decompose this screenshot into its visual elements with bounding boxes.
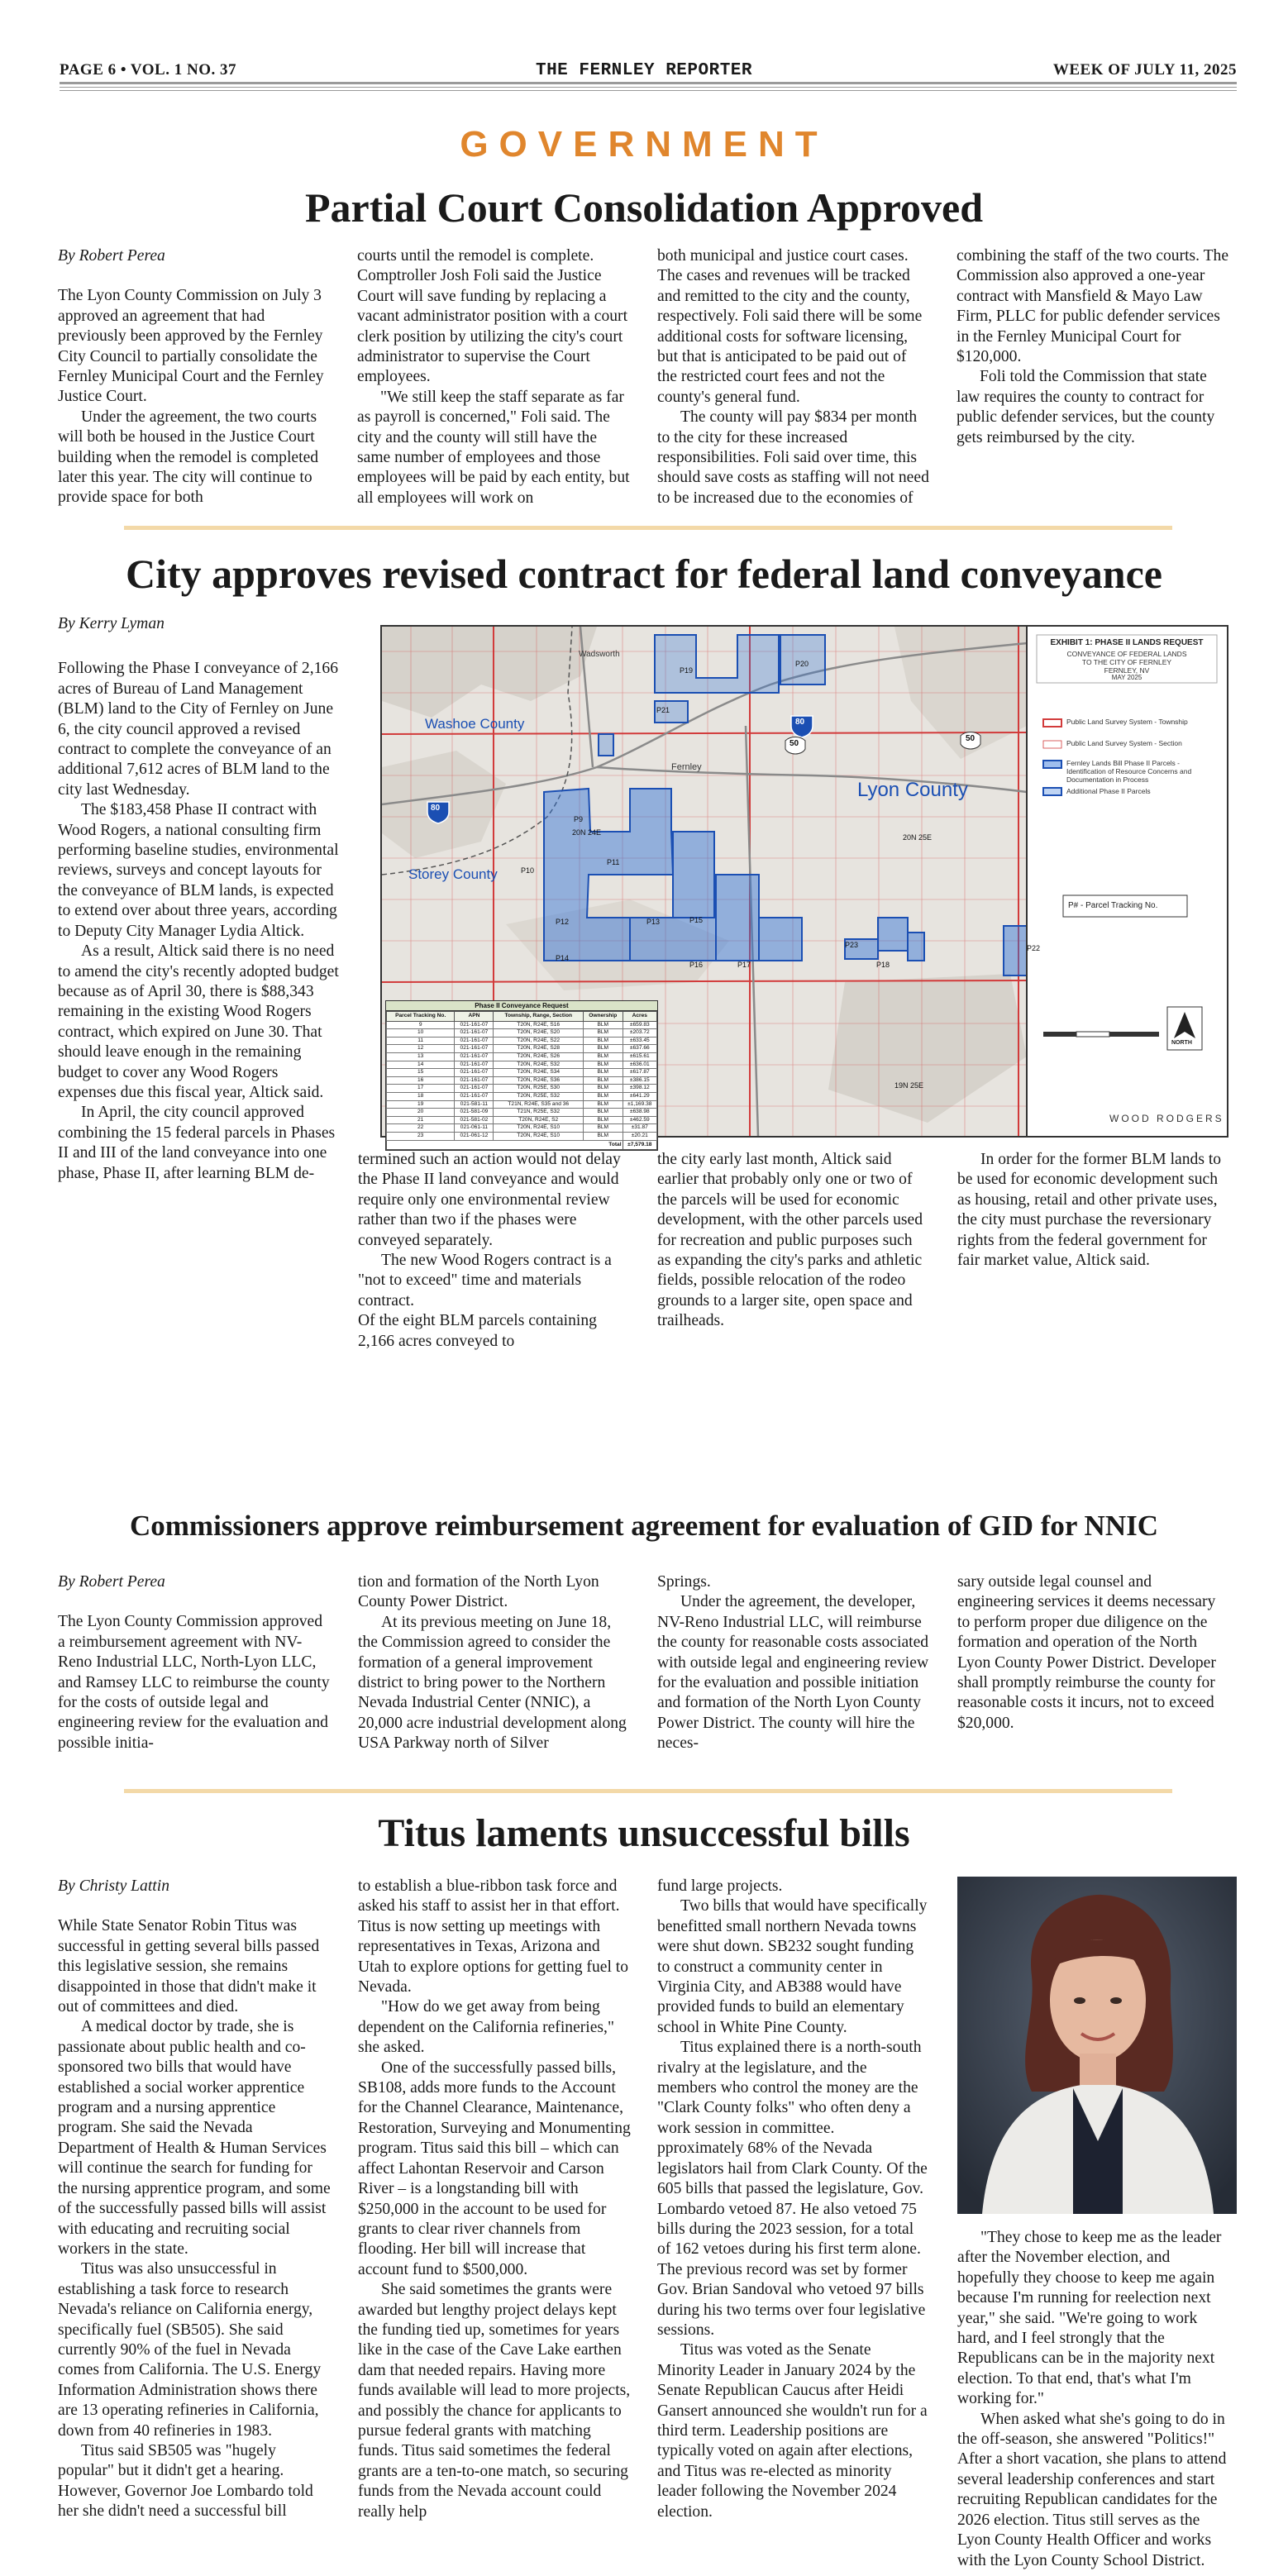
paragraph: At its previous meeting on June 18, the Commission agreed to consider the formation of a general improvement district to bring power to the Northern Nevada Industrial Center (NNIC), a 20,000 acre industrial development along USA Parkway north of Silver (358, 1613, 627, 1753)
article2-col4 (957, 1150, 1228, 1271)
table-cell: ±1,169.38 (623, 1100, 656, 1109)
table-cell: 021-581-11 (455, 1100, 494, 1109)
table-cell: 021-161-07 (455, 1085, 494, 1093)
paragraph: The $183,458 Phase II contract with Wood Rogers, a national consulting firm performing baseline studies, environmental reviews, surveys and concept layouts for the conveyance of BLM lands, is expected to extend over about three years, according to Deputy City Manager Lydia Altick. (58, 801, 339, 940)
paragraph: Of the eight BLM parcels containing 2,166 acres conveyed to (358, 1312, 597, 1350)
paragraph: tion and formation of the North Lyon County Power District. (358, 1573, 599, 1611)
legend-subtitle: FERNLEY, NV (1104, 666, 1150, 675)
table-cell: BLM (583, 1076, 623, 1085)
table-row (387, 1076, 657, 1085)
paragraph: As a result, Altick said there is no need to amend the city's recently adopted budget because as of April 30, there is $88,343 remaining in the existing Wood Rogers contract, which expired on June 30. That should leave enough in the remaining budget to cover any Wood Rogers expenses due this fiscal year, Altick said. (58, 942, 339, 1101)
paragraph: In order for the former BLM lands to be used for economic development such as housing, retail and other private uses, the city must purchase the reversionary rights from the federal government for fair market value, Altick said. (957, 1151, 1222, 1270)
map-label-washoe-county: Washoe County (425, 716, 525, 732)
column-header: Ownership (583, 1012, 623, 1022)
table-cell: 10 (387, 1029, 455, 1038)
article2-col1 (58, 614, 339, 1184)
table-cell: 021-061-11 (455, 1124, 494, 1133)
paragraph: She said sometimes the grants were awarded but lengthy project delays kept the funding tied up, sometimes for years like in the case of the Cave Lake earthen dam that needed repairs. Having more funds available will lead to more projects, and possibly the chance for applicants to pursue federal grants with matching funds. Titus said sometimes the federal grants are a ten-to-one match, so securing funds from the Nevada account could really help (358, 2281, 631, 2521)
table-cell: 14 (387, 1061, 455, 1069)
table-cell: 021-161-07 (455, 1092, 494, 1100)
township-label: 19N 25E (894, 1081, 924, 1090)
parcel-tag-p12: P12 (556, 918, 570, 926)
paragraph: A medical doctor by trade, she is passionate about public health and co-sponsored two bills that would have established a social worker apprentice program and a nursing apprentice program. She said the Nevada Department of Health & Human Services will continue the search for funding for the nursing apprentice program, and some of the successfully passed bills will assist with educating and recruiting social workers in the state. (58, 2018, 331, 2258)
paragraph: combining the staff of the two courts. The Commission also approved a one-year contract with Mansfield & Mayo Law Firm, PLLC for public defender services in the Fernley Municipal Court for $120,000. (956, 247, 1229, 366)
page-folio: PAGE 6 • VOL. 1 NO. 37 (60, 61, 236, 79)
table-cell: T20N, R24E, S26 (494, 1052, 584, 1061)
brand-logo: WOOD RODGERS (1109, 1113, 1224, 1124)
paragraph: the city early last month, Altick said earlier that probably only one or two of the parcels will be used for economic development, with the other parcels used for recreation and public purposes such as expanding the city's parks and athletic fields, possible relocation of the rodeo grounds to a larger site, open space and trailheads. (657, 1151, 923, 1330)
legend-title: EXHIBIT 1: PHASE II LANDS REQUEST (1050, 638, 1204, 647)
table-cell: BLM (583, 1132, 623, 1140)
table-row (387, 1037, 657, 1045)
paragraph: both municipal and justice court cases. The cases and revenues will be tracked and remitted to the city and the county, respectively. Foli said there will be some additional costs for software licensing, but that is anticipated to be paid out of the restricted court fees and not the county's general fund. (657, 247, 923, 406)
interstate-80-shield: 80 (795, 718, 805, 727)
map-label-storey-county: Storey County (408, 866, 498, 882)
paragraph: Titus explained there is a north-south rivalry at the legislature, and the members who control the money are the "Clark County folks" who often deny a work session in committee. (657, 2039, 922, 2137)
paragraph: One of the successfully passed bills, SB108, adds more funds to the Account for the Channel Clearance, Maintenance, Restoration, Surveying and Monumenting program. Titus said this bill – which can affect Lahontan Reservoir and Carson River – is a longstanding bill with $250,000 in the account to be used for grants to clear river channels from flooding. Her bill will increase that account fund to $500,000. (358, 2058, 631, 2278)
table-cell: ±636.01 (623, 1061, 656, 1069)
township-label: 20N 25E (903, 833, 933, 842)
column-header: Acres (623, 1012, 656, 1022)
paragraph: "How do we get away from being dependent on the California refineries," she asked. (358, 1998, 614, 2057)
table-row (387, 1132, 657, 1140)
table-cell: T20N, R24E, S16 (494, 1021, 584, 1029)
paragraph: Under the agreement, the two courts will both be housed in the Justice Court building when the remodel is completed later this year. The city will continue to provide space for both (58, 408, 319, 507)
table-cell: 11 (387, 1037, 455, 1045)
table-row (387, 1069, 657, 1077)
table-cell: BLM (583, 1100, 623, 1109)
article1-col1 (58, 246, 331, 508)
article1-col4 (956, 246, 1229, 448)
section-separator (124, 526, 1172, 530)
byline: By Robert Perea (58, 1573, 165, 1591)
table-cell: ±617.87 (623, 1069, 656, 1077)
table-row (387, 1085, 657, 1093)
table-cell: 22 (387, 1124, 455, 1133)
table-row (387, 1021, 657, 1029)
table-cell: T20N, R24E, S28 (494, 1045, 584, 1053)
table-cell: 021-581-02 (455, 1116, 494, 1124)
us-50a-shield: 50 (966, 734, 976, 743)
table-cell: T21N, R24E, S35 and 36 (494, 1100, 584, 1109)
parcel-tag-p21: P21 (656, 706, 670, 714)
table-cell: BLM (583, 1021, 623, 1029)
article2-col3 (657, 1150, 928, 1332)
table-cell: 021-161-07 (455, 1052, 494, 1061)
table-cell: ±462.59 (623, 1116, 656, 1124)
table-cell: T20N, R24E, S20 (494, 1029, 584, 1038)
column-header: Township, Range, Section (494, 1012, 584, 1022)
newspaper-name: THE FERNLEY REPORTER (535, 61, 753, 80)
legend-item-township: Public Land Survey System - Township (1066, 718, 1188, 726)
table-cell: ±659.83 (623, 1021, 656, 1029)
paragraph: While State Senator Robin Titus was successful in getting several bills passed this legislative session, she remains disappointed in those that didn't make it out of committees and died. (58, 1917, 320, 2016)
table-cell: BLM (583, 1124, 623, 1133)
table-cell: ±633.45 (623, 1037, 656, 1045)
parcel-table (385, 1000, 658, 1151)
table-cell: BLM (583, 1069, 623, 1077)
article1-col2 (357, 246, 630, 508)
table-cell: 20 (387, 1109, 455, 1117)
north-arrow-label: NORTH (1171, 1040, 1192, 1046)
paragraph: The Lyon County Commission approved a reimbursement agreement with NV-Reno Industrial LLC, North-Lyon LLC, and Ramsey LLC to reimburse the county for the costs of outside legal and engineering review for the evaluation and possible initia- (58, 1613, 330, 1752)
table-row (387, 1061, 657, 1069)
article2-col2 (358, 1150, 629, 1352)
paragraph: pproximately 68% of the Nevada legislators hail from Clark County. Of the 605 bills that passed the legislature, Gov. Lombardo vetoed 87. He also vetoed 75 bills during the 2023 session, for a total of 162 vetoes during his first term alone. The previous record was set by former Gov. Brian Sandoval who vetoed 97 bills during his two terms over four legislative sessions. (657, 2140, 928, 2339)
table-row (387, 1092, 657, 1100)
table-cell: 021-061-12 (455, 1132, 494, 1140)
table-cell: 13 (387, 1052, 455, 1061)
byline: By Kerry Lyman (58, 615, 165, 632)
paragraph: The Lyon County Commission on July 3 approved an agreement that had previously been approved by the Fernley City Council to partially consolidate the Fernley Municipal Court and the Fernley Justice Court. (58, 287, 324, 406)
table-cell: 021-161-07 (455, 1045, 494, 1053)
table-cell: T20N, R24E, S34 (494, 1069, 584, 1077)
parcel-table-body (387, 1021, 657, 1140)
parcel-tag-p17: P17 (737, 961, 751, 969)
table-cell: 23 (387, 1132, 455, 1140)
table-cell: BLM (583, 1061, 623, 1069)
parcel-tag-p11: P11 (607, 858, 620, 866)
legend-item-additional: Additional Phase II Parcels (1066, 787, 1151, 795)
section-heading: GOVERNMENT (460, 124, 828, 165)
table-cell: 17 (387, 1085, 455, 1093)
paragraph: Under the agreement, the developer, NV-Reno Industrial LLC, will reimburse the county for reasonable costs associated with outside legal and engineering review for the evaluation and possible initiation and formation of the North Lyon County Power District. The county will hire the neces- (657, 1593, 929, 1753)
table-cell: 9 (387, 1021, 455, 1029)
table-cell: ±31.87 (623, 1124, 656, 1133)
table-cell: T20N, R25E, S32 (494, 1092, 584, 1100)
table-row (387, 1029, 657, 1038)
article3-col3 (657, 1572, 930, 1754)
table-row (387, 1124, 657, 1133)
article3-col4 (957, 1572, 1230, 1734)
table-cell: ±638.98 (623, 1109, 656, 1117)
paragraph: Following the Phase I conveyance of 2,166 acres of Bureau of Land Management (BLM) land to the City of Fernley on June 6, the city council approved a revised contract to complete the conveyance of an additional 7,612 acres of BLM land to the city last Wednesday. (58, 660, 339, 799)
issue-date: WEEK OF JULY 11, 2025 (1052, 61, 1237, 79)
paragraph: Springs. (657, 1573, 711, 1591)
table-cell: ±641.29 (623, 1092, 656, 1100)
paragraph: sary outside legal counsel and engineering services it deems necessary to perform proper due diligence on the formation and operation of the North Lyon County Power District. Developer shall promptly reimburse the county for reasonable costs it incurs, not to exceed $20,000. (957, 1573, 1216, 1732)
table-cell: 021-161-07 (455, 1076, 494, 1085)
article4-col2 (358, 1877, 631, 2522)
table-cell: 021-161-07 (455, 1037, 494, 1045)
table-row (387, 1116, 657, 1124)
article3-col2 (358, 1572, 631, 1754)
masthead-rule-thin-2 (60, 90, 1237, 91)
parcel-tag-p19: P19 (680, 666, 694, 675)
us-50-shield: 50 (789, 739, 799, 748)
table-cell: BLM (583, 1029, 623, 1038)
table-cell: BLM (583, 1085, 623, 1093)
paragraph: Titus was also unsuccessful in establishing a task force to research Nevada's reliance on California energy, specifically fuel (SB505). She said currently 90% of the fuel in Nevada comes from California. The U.S. Energy Information Administration shows there are 13 operating refineries in California, down from 40 refineries in 1983. (58, 2260, 322, 2440)
headline-titus: Titus laments unsuccessful bills (378, 1811, 910, 1855)
parcel-tag-p16: P16 (689, 961, 704, 969)
table-cell: T20N, R24E, S22 (494, 1037, 584, 1045)
table-cell: 16 (387, 1076, 455, 1085)
paragraph: Two bills that would have specifically benefitted small northern Nevada towns were shut down. SB232 sought funding to construct a community center in Virginia City, and AB388 would have provided funds to build an elementary school in White Pine County. (657, 1897, 928, 2036)
paragraph: "They chose to keep me as the leader after the November election, and hopefully they choose to keep me again because I'm running for reelection next year," she said. "We're going to work hard, and I feel strongly that the Republicans can be in the majority next election. To that end, that's what I'm working for." (957, 2229, 1222, 2408)
paragraph: "We still keep the staff separate as far as payroll is concerned," Foli said. The city and the county will still have the same number of employees and those employees will be paid by each entity, but all employees will work on (357, 388, 630, 507)
article4-col3 (657, 1877, 930, 2522)
table-cell: 21 (387, 1116, 455, 1124)
table-cell: BLM (583, 1045, 623, 1053)
legend-subtitle: MAY 2025 (1111, 674, 1143, 681)
table-cell: 021-161-07 (455, 1029, 494, 1038)
table-cell: BLM (583, 1052, 623, 1061)
legend-item-section: Public Land Survey System - Section (1066, 739, 1182, 747)
table-cell: ±398.12 (623, 1085, 656, 1093)
parcel-table-title: Phase II Conveyance Request (386, 1001, 657, 1011)
section-separator (124, 1789, 1172, 1793)
interstate-80-shield: 80 (431, 804, 441, 813)
land-conveyance-map (380, 625, 1228, 1147)
table-row (387, 1052, 657, 1061)
article4-col1 (58, 1877, 331, 2522)
article1-col3 (657, 246, 930, 508)
headline-gid-nnic: Commissioners approve reimbursement agreement for evaluation of GID for NNIC (130, 1510, 1158, 1542)
table-total-value: ±7,579.18 (623, 1140, 656, 1150)
parcel-tracking-key: P# - Parcel Tracking No. (1068, 901, 1158, 910)
table-cell: 021-161-07 (455, 1069, 494, 1077)
parcel-tag-p13: P13 (646, 918, 661, 926)
paragraph: Titus was voted as the Senate Minority Leader in January 2024 by the Senate Republican Caucus after Heidi Gansert announced she wouldn't run for a third term. Leadership positions are typically voted on again after elections, and Titus was re-elected as minority leader following the November 2024 election. (657, 2341, 928, 2521)
byline: By Robert Perea (58, 247, 165, 265)
legend-subtitle: TO THE CITY OF FERNLEY (1081, 658, 1172, 666)
map-label-fernley: Fernley (671, 762, 702, 772)
table-cell: ±20.21 (623, 1132, 656, 1140)
masthead-rule (60, 82, 1237, 84)
table-cell: BLM (583, 1116, 623, 1124)
table-cell: T20N, R24E, S36 (494, 1076, 584, 1085)
masthead-rule-thin (60, 87, 1237, 88)
parcel-table-grid (386, 1011, 657, 1150)
senator-portrait-photo (957, 1877, 1237, 2214)
parcel-tag-p9: P9 (574, 815, 584, 823)
parcel-tag-p20: P20 (795, 660, 809, 668)
table-cell: 18 (387, 1092, 455, 1100)
paragraph: The new Wood Rogers contract is a "not to exceed" time and materials contract. (358, 1252, 612, 1309)
column-header: Parcel Tracking No. (387, 1012, 455, 1022)
table-row (387, 1045, 657, 1053)
table-cell: 19 (387, 1100, 455, 1109)
parcel-tag-p15: P15 (689, 916, 704, 924)
paragraph: to establish a blue-ribbon task force and asked his staff to assist her in that effort. Titus is now setting up meetings with representatives in Texas, Arizona and Utah to explore options for getting fuel to Nevada. (358, 1877, 629, 1996)
parcel-tag-p18: P18 (876, 961, 890, 969)
table-row (387, 1100, 657, 1109)
parcel-tag-p23: P23 (845, 941, 859, 949)
table-cell: ±203.72 (623, 1029, 656, 1038)
headline-land-conveyance: City approves revised contract for federal land conveyance (126, 551, 1162, 597)
paragraph: In April, the city council approved combining the 15 federal parcels in Phases II and III of the land conveyance into one phase, Phase II, after learning BLM de- (58, 1104, 336, 1182)
table-cell: T20N, R24E, S10 (494, 1132, 584, 1140)
paragraph: courts until the remodel is complete. Comptroller Josh Foli said the Justice Court will save funding by replacing a vacant administrator position with a court clerk position by utilizing the city's court administrator to supervise the Court employees. (357, 247, 628, 386)
table-cell: BLM (583, 1037, 623, 1045)
map-label-wadsworth: Wadsworth (579, 650, 620, 659)
table-cell: ±386.15 (623, 1076, 656, 1085)
table-total-label: Total (387, 1140, 623, 1150)
paragraph: Foli told the Commission that state law requires the county to contract for public defender services, but the county gets reimbursed by the city. (956, 368, 1215, 446)
byline: By Christy Lattin (58, 1877, 169, 1895)
table-cell: 15 (387, 1069, 455, 1077)
map-label-lyon-county: Lyon County (857, 779, 968, 801)
article4-col4 (957, 2228, 1230, 2571)
parcel-tag-p22: P22 (1027, 944, 1041, 952)
table-cell: ±637.66 (623, 1045, 656, 1053)
table-cell: ±615.61 (623, 1052, 656, 1061)
legend-item-phase2: Fernley Lands Bill Phase II Parcels - Identification of Resource Concerns and Documentation in Process (1066, 759, 1192, 784)
portrait-illustration (957, 1877, 1237, 2214)
table-cell: BLM (583, 1092, 623, 1100)
table-cell: 021-161-07 (455, 1061, 494, 1069)
legend-subtitle: CONVEYANCE OF FEDERAL LANDS (1066, 650, 1187, 658)
paragraph: When asked what she's going to do in the off-season, she answered "Politics!" After a short vacation, she plans to attend several leadership conferences and start recruiting Republican candidates for the 2026 election. Titus still serves as the Lyon County Health Officer and works with the Lyon County School District. (957, 2410, 1227, 2569)
paragraph: The county will pay $834 per month to the city for these increased responsibilities. Foli said over time, this should save costs as staffing will not need to be increased due to the economies of (657, 408, 929, 507)
article3-col1 (58, 1572, 331, 1753)
table-cell: T20N, R24E, S10 (494, 1124, 584, 1133)
parcel-tag-p14: P14 (556, 954, 570, 962)
parcel-tag-p10: P10 (521, 866, 535, 875)
table-cell: 021-161-07 (455, 1021, 494, 1029)
table-cell: T20N, R25E, S30 (494, 1085, 584, 1093)
column-header: APN (455, 1012, 494, 1022)
table-cell: 12 (387, 1045, 455, 1053)
table-cell: BLM (583, 1109, 623, 1117)
table-cell: T20N, R24E, S2 (494, 1116, 584, 1124)
paragraph: Titus said SB505 was "hugely popular" but it didn't get a hearing. However, Governor Joe Lombardo told her she didn't need a successful bill (58, 2441, 313, 2521)
township-label: 20N 24E (572, 828, 602, 837)
table-row (387, 1109, 657, 1117)
headline-court-consolidation: Partial Court Consolidation Approved (305, 184, 983, 231)
table-cell: 021-581-09 (455, 1109, 494, 1117)
table-cell: T20N, R24E, S32 (494, 1061, 584, 1069)
paragraph: fund large projects. (657, 1877, 783, 1895)
table-cell: T21N, R25E, S32 (494, 1109, 584, 1117)
paragraph: termined such an action would not delay the Phase II land conveyance and would require only one environmental review rather than two if the phases were conveyed separately. (358, 1151, 621, 1249)
